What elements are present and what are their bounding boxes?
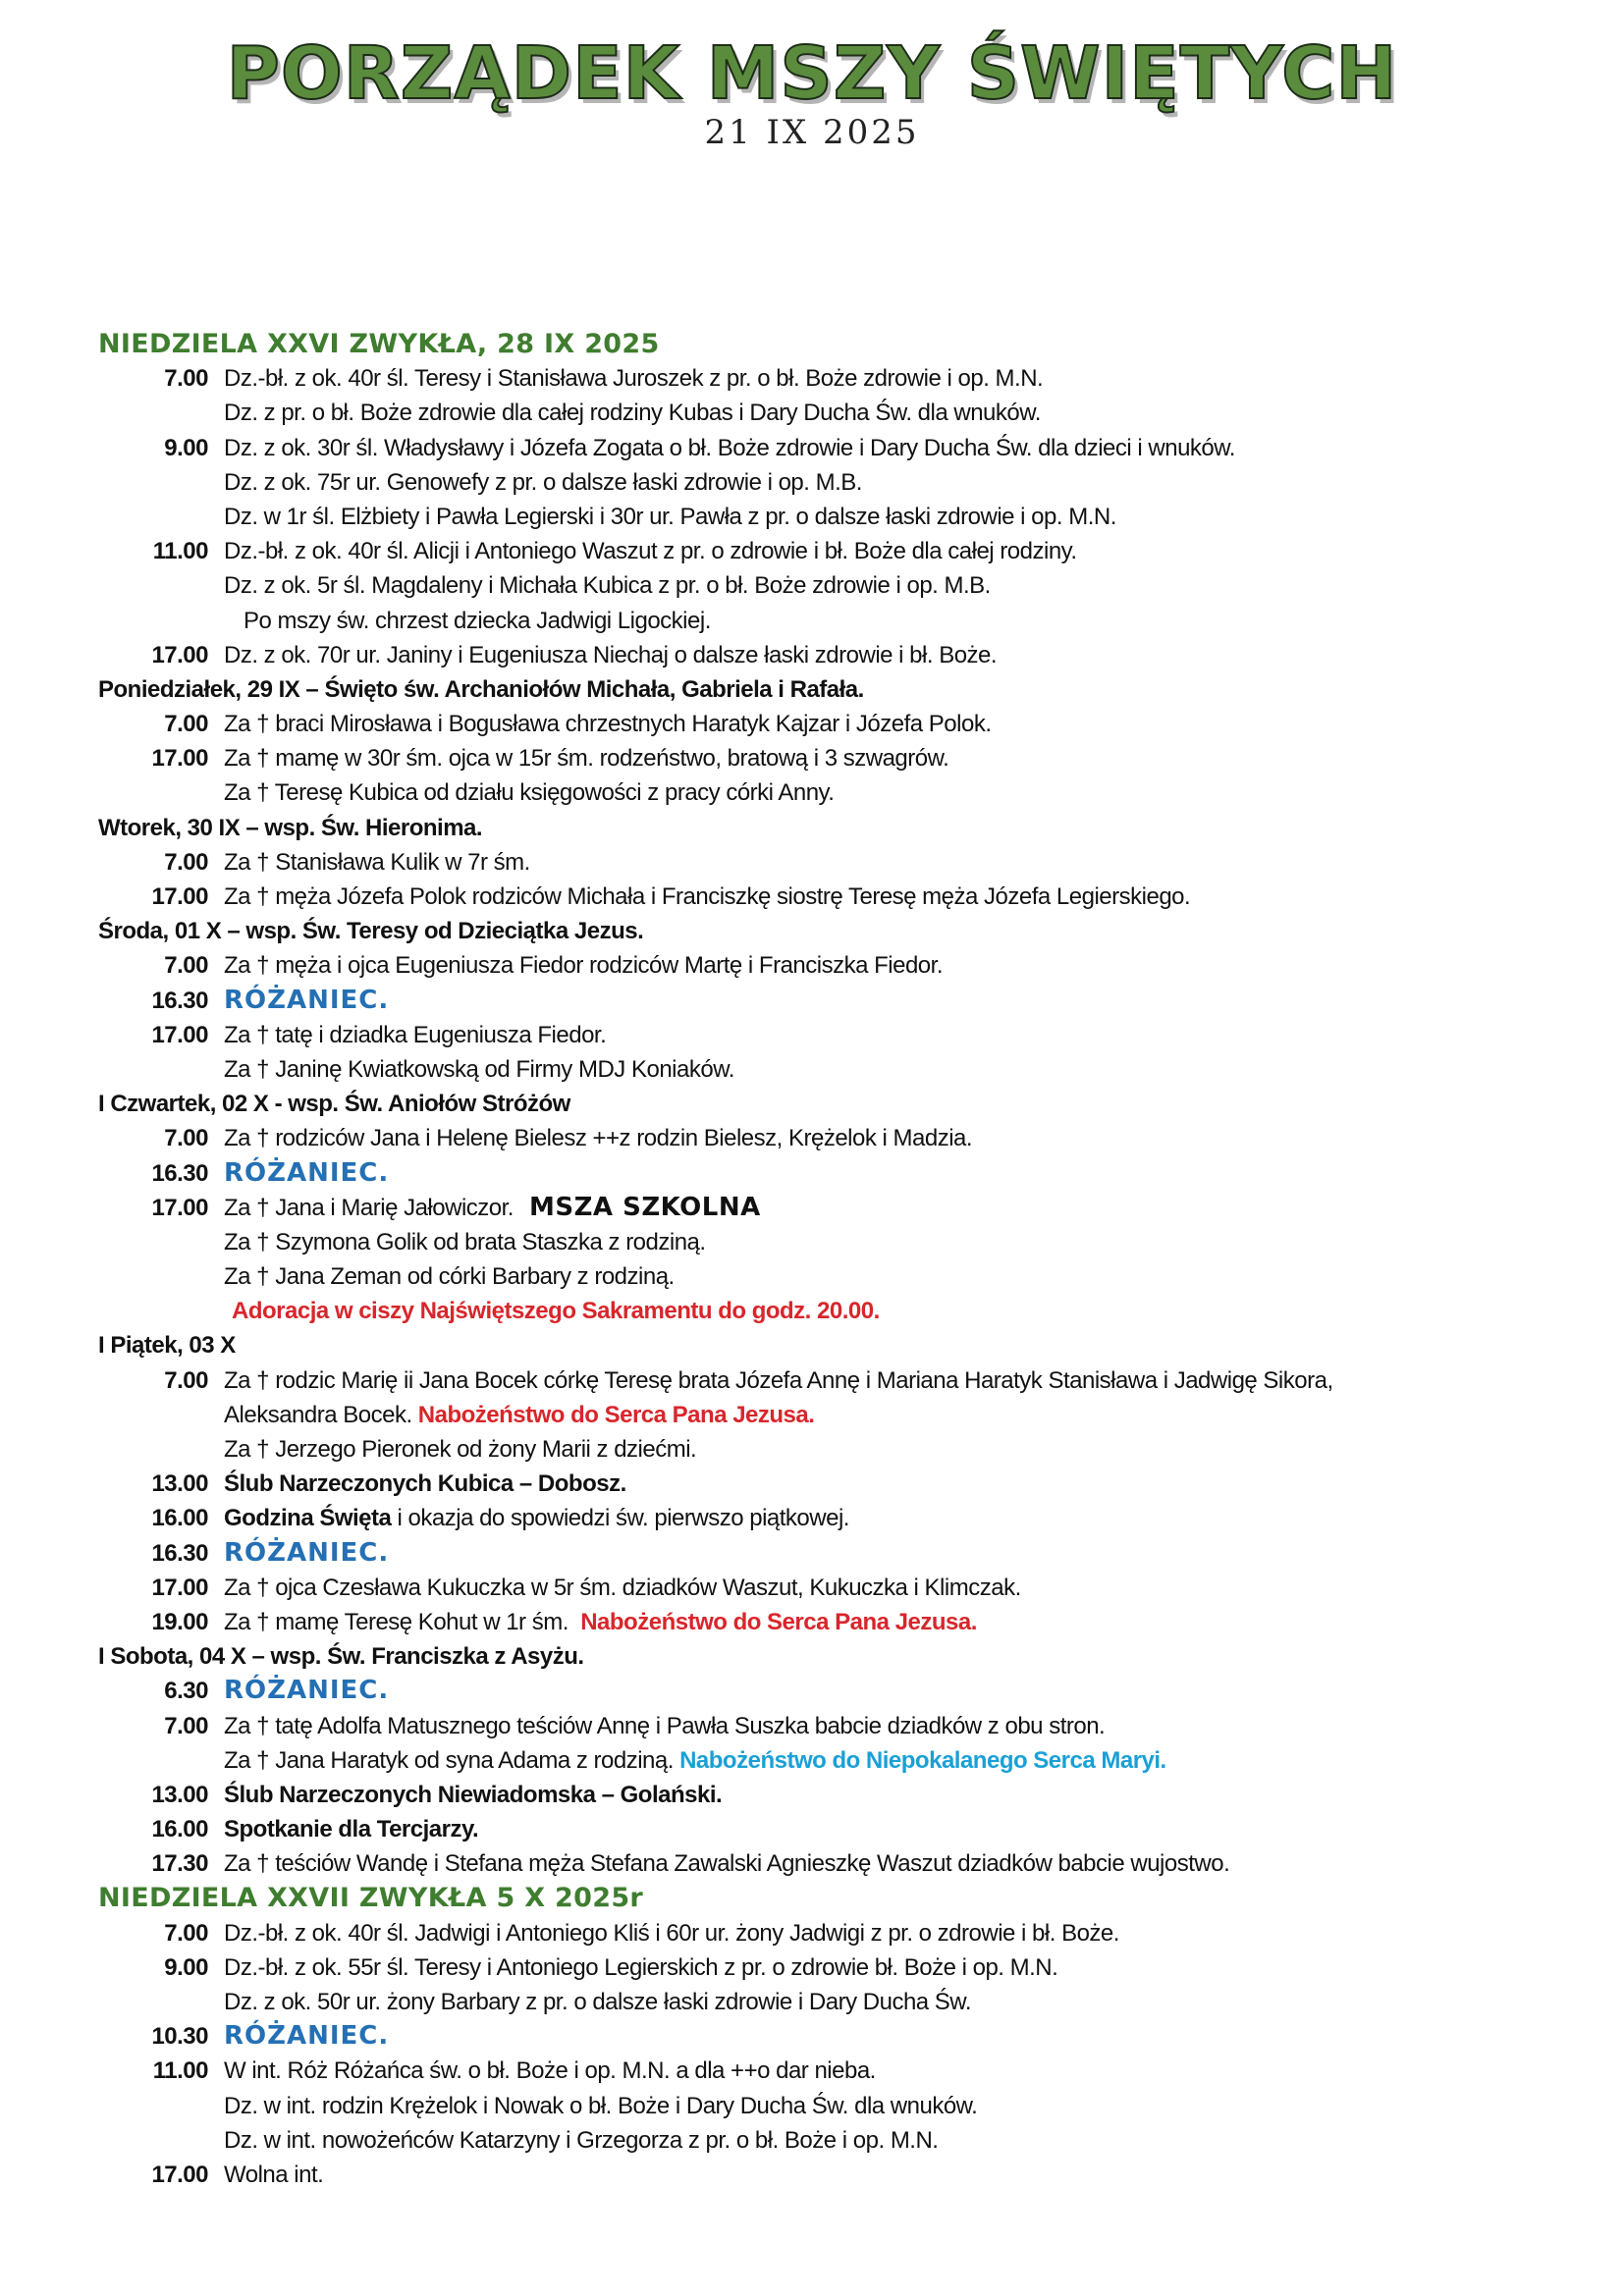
schedule-row [98, 2123, 1571, 2158]
intention-text: Za † tatę Adolfa Matusznego teściów Annę i Pawła Suszka babcie dziadków z obu stron. [224, 1712, 1106, 1739]
schedule-row [98, 1225, 1571, 1259]
schedule-row [98, 1985, 1571, 2019]
schedule-row [98, 1363, 1571, 1398]
schedule-row [98, 1052, 1571, 1087]
mass-time: 7.00 [164, 952, 208, 980]
rosary-label: RÓŻANIEC. [224, 2021, 390, 2052]
mass-time: 7.00 [164, 711, 208, 738]
schedule-row [98, 396, 1571, 430]
schedule-row [98, 1259, 1571, 1294]
intention-text: Wolna int. [224, 2161, 324, 2188]
schedule-row [98, 1846, 1571, 1881]
schedule-row [98, 1674, 1571, 1708]
mass-time: 10.30 [151, 2023, 208, 2051]
intention-text: Za † ojca Czesława Kukuczka w 5r śm. dziadków Waszut, Kukuczka i Klimczak. [224, 1574, 1021, 1601]
intention-text: Za † Jerzego Pieronek od żony Marii z dziećmi. [224, 1436, 697, 1463]
schedule-row [98, 707, 1571, 741]
mass-time: 17.00 [151, 883, 208, 910]
mass-time: 19.00 [151, 1608, 208, 1635]
intention-text: Za † męża i ojca Eugeniusza Fiedor rodziców Martę i Franciszka Fiedor. [224, 952, 943, 980]
mass-time: 9.00 [164, 1953, 208, 1981]
schedule-row [98, 1571, 1571, 1605]
mass-time: 16.30 [151, 987, 208, 1014]
intention-text: Aleksandra Bocek. [224, 1401, 412, 1428]
schedule-row [98, 1294, 1571, 1328]
holy-hour-label: Godzina Święta [224, 1505, 392, 1532]
intention-text: Dz.-bł. z ok. 55r śl. Teresy i Antoniego Legierskich z pr. o zdrowie bł. Boże i op. M.N. [224, 1953, 1058, 1981]
schedule-row [98, 638, 1571, 672]
schedule-row [98, 1467, 1571, 1501]
intention-text: Dz. z ok. 50r ur. żony Barbary z pr. o dalsze łaski zdrowie i Dary Ducha Św. [224, 1989, 971, 2015]
intention-text: Za † braci Mirosława i Bogusława chrzestnych Haratyk Kajzar i Józefa Polok. [224, 711, 992, 738]
intention-text: Za † Jana Haratyk od syna Adama z rodziną. [224, 1746, 674, 1774]
devotion-notice: Nabożeństwo do Niepokalanego Serca Maryi. [679, 1746, 1166, 1774]
intention-text: Za † teściów Wandę i Stefana męża Stefana Zawalski Agnieszkę Waszut dziadków babcie wujostwo. [224, 1850, 1230, 1878]
mass-time: 7.00 [164, 365, 208, 393]
day-heading: Poniedziałek, 29 IX – Święto św. Archaniołów Michała, Gabriela i Rafała. [98, 675, 864, 703]
intention-text: Dz.-bł. z ok. 40r śl. Alicji i Antoniego Waszut z pr. o zdrowie i bł. Boże dla całej rodziny. [224, 538, 1077, 565]
intention-text: Za † Janinę Kwiatkowską od Firmy MDJ Koniaków. [224, 1055, 734, 1083]
intention-text: Dz. w 1r śl. Elżbiety i Pawła Legierski i 30r ur. Pawła z pr. o dalsze łaski zdrowie i op. M.N. [224, 503, 1116, 530]
page-title: PORZĄDEK MSZY ŚWIĘTYCH [226, 31, 1398, 116]
intention-text: Dz. w int. nowożeńców Katarzyny i Grzegorza z pr. o bł. Boże i op. M.N. [224, 2126, 939, 2154]
intention-text: Dz.-bł. z ok. 40r śl. Teresy i Stanisława Juroszek z pr. o bł. Boże zdrowie i op. M.N. [224, 365, 1044, 393]
adoration-notice: Adoracja w ciszy Najświętszego Sakramentu do godz. 20.00. [232, 1298, 880, 1325]
intention-text: Dz. z ok. 75r ur. Genowefy z pr. o dalsze łaski zdrowie i op. M.B. [224, 468, 862, 496]
rosary-label: RÓŻANIEC. [224, 1537, 390, 1568]
schedule-row [98, 1432, 1571, 1467]
schedule-row [98, 1398, 1571, 1432]
intention-text: Dz. z pr. o bł. Boże zdrowie dla całej rodziny Kubas i Dary Ducha Św. dla wnuków. [224, 400, 1041, 427]
intention-text: Dz. z ok. 70r ur. Janiny i Eugeniusza Niechaj o dalsze łaski zdrowie i bł. Boże. [224, 641, 998, 668]
day-heading: I Piątek, 03 X [98, 1332, 236, 1360]
day-heading: Środa, 01 X – wsp. Św. Teresy od Dzieciątka Jezus. [98, 918, 644, 945]
meeting-text: Spotkanie dla Tercjarzy. [224, 1816, 479, 1843]
rosary-label: RÓŻANIEC. [224, 985, 390, 1015]
schedule-row [98, 741, 1571, 775]
schedule-row [98, 1778, 1571, 1812]
schedule-row [98, 2019, 1571, 2054]
schedule-row [98, 604, 1571, 638]
intention-text: Za † mamę w 30r śm. ojca w 15r śm. rodzeństwo, bratową i 3 szwagrów. [224, 745, 949, 773]
mass-time: 6.30 [164, 1678, 208, 1705]
schedule-row [98, 1709, 1571, 1743]
page-date: 21 IX 2025 [704, 113, 920, 152]
schedule-row [98, 1191, 1571, 1225]
intention-text: Za † rodziców Jana i Helenę Bielesz ++z rodzin Bielesz, Krężelok i Madzia. [224, 1125, 973, 1152]
schedule-row [98, 1018, 1571, 1052]
mass-schedule [98, 327, 1571, 2192]
intention-text: W int. Róż Różańca św. o bł. Boże i op. M.N. a dla ++o dar nieba. [224, 2057, 876, 2085]
school-mass-label: MSZA SZKOLNA [528, 1192, 761, 1222]
intention-text: Za † rodzic Marię ii Jana Bocek córkę Teresę brata Józefa Annę i Mariana Haratyk Stanisława i Jadwigę Sikora, [224, 1366, 1333, 1394]
schedule-row [98, 1156, 1571, 1191]
intention-text: Za † Jana Zeman od córki Barbary z rodziną. [224, 1263, 675, 1291]
mass-time: 17.00 [151, 745, 208, 773]
intention-text: Za † męża Józefa Polok rodziców Michała i Franciszkę siostrę Teresę męża Józefa Legierskiego. [224, 883, 1191, 910]
mass-time: 17.00 [151, 1194, 208, 1221]
schedule-row [98, 2089, 1571, 2123]
schedule-row [98, 1916, 1571, 1950]
schedule-row [98, 880, 1571, 914]
mass-time: 11.00 [152, 2057, 208, 2085]
schedule-row [98, 500, 1571, 534]
schedule-row [98, 1536, 1571, 1571]
schedule-row [98, 568, 1571, 603]
mass-time: 16.30 [151, 1159, 208, 1187]
announcement-text: Po mszy św. chrzest dziecka Jadwigi Ligockiej. [244, 607, 711, 634]
wedding-text: Ślub Narzeczonych Niewiadomska – Golański. [224, 1781, 723, 1808]
intention-text: Dz.-bł. z ok. 40r śl. Jadwigi i Antoniego Kliś i 60r ur. żony Jadwigi z pr. o zdrowie i bł. Boże. [224, 1919, 1119, 1947]
wedding-text: Ślub Narzeczonych Kubica – Dobosz. [224, 1470, 626, 1498]
intention-text: Dz. z ok. 30r śl. Władysławy i Józefa Zogata o bł. Boże zdrowie i Dary Ducha Św. dla dzieci i wnuków. [224, 434, 1235, 461]
schedule-row [98, 984, 1571, 1018]
mass-time: 13.00 [151, 1470, 208, 1498]
mass-time: 7.00 [164, 1919, 208, 1947]
schedule-row [98, 1743, 1571, 1778]
mass-time: 13.00 [151, 1781, 208, 1808]
intention-text: Za † Szymona Golik od brata Staszka z rodziną. [224, 1228, 706, 1255]
mass-time: 9.00 [164, 434, 208, 461]
mass-time: 17.00 [151, 1574, 208, 1601]
devotion-notice: Nabożeństwo do Serca Pana Jezusa. [580, 1608, 977, 1635]
day-heading: NIEDZIELA XXVI ZWYKŁA, 28 IX 2025 [98, 329, 660, 359]
intention-text: Za † Stanisława Kulik w 7r śm. [224, 848, 530, 876]
schedule-row [98, 1605, 1571, 1639]
schedule-row [98, 465, 1571, 500]
mass-time: 16.30 [151, 1539, 208, 1567]
day-heading: I Sobota, 04 X – wsp. Św. Franciszka z Asyżu. [98, 1643, 584, 1671]
mass-time: 11.00 [152, 538, 208, 565]
intention-text: Za † Teresę Kubica od działu księgowości z pracy córki Anny. [224, 779, 835, 807]
mass-time: 7.00 [164, 848, 208, 876]
intention-text: Za † Jana i Marię Jałowiczor. [224, 1194, 514, 1221]
schedule-row [98, 361, 1571, 396]
intention-text: i okazja do spowiedzi św. pierwszo piątkowej. [391, 1505, 849, 1532]
mass-time: 17.00 [151, 641, 208, 668]
mass-time: 17.00 [151, 1021, 208, 1048]
schedule-row [98, 1950, 1571, 1985]
schedule-row [98, 2054, 1571, 2088]
devotion-notice: Nabożeństwo do Serca Pana Jezusa. [417, 1401, 815, 1428]
mass-time: 16.00 [151, 1816, 208, 1843]
schedule-row [98, 1812, 1571, 1846]
schedule-row [98, 845, 1571, 880]
day-heading: NIEDZIELA XXVII ZWYKŁA 5 X 2025r [98, 1883, 644, 1914]
day-heading: Wtorek, 30 IX – wsp. Św. Hieronima. [98, 814, 483, 841]
mass-time: 7.00 [164, 1712, 208, 1739]
schedule-row [98, 1121, 1571, 1155]
intention-text: Za † mamę Teresę Kohut w 1r śm. [224, 1608, 568, 1635]
schedule-row [98, 948, 1571, 983]
schedule-row [98, 431, 1571, 465]
mass-time: 7.00 [164, 1366, 208, 1394]
day-heading: I Czwartek, 02 X - wsp. Św. Aniołów Stróżów [98, 1091, 570, 1118]
intention-text: Za † tatę i dziadka Eugeniusza Fiedor. [224, 1021, 607, 1048]
mass-time: 7.00 [164, 1125, 208, 1152]
mass-time: 17.30 [151, 1850, 208, 1878]
intention-text: Dz. w int. rodzin Krężelok i Nowak o bł. Boże i Dary Ducha Św. dla wnuków. [224, 2092, 978, 2119]
rosary-label: RÓŻANIEC. [224, 1676, 390, 1706]
schedule-row [98, 534, 1571, 568]
mass-time: 17.00 [151, 2161, 208, 2188]
rosary-label: RÓŻANIEC. [224, 1157, 390, 1188]
schedule-row [98, 1501, 1571, 1535]
schedule-row [98, 775, 1571, 810]
schedule-row [98, 2158, 1571, 2192]
intention-text: Dz. z ok. 5r śl. Magdaleny i Michała Kubica z pr. o bł. Boże zdrowie i op. M.B. [224, 572, 991, 600]
mass-time: 16.00 [151, 1505, 208, 1532]
